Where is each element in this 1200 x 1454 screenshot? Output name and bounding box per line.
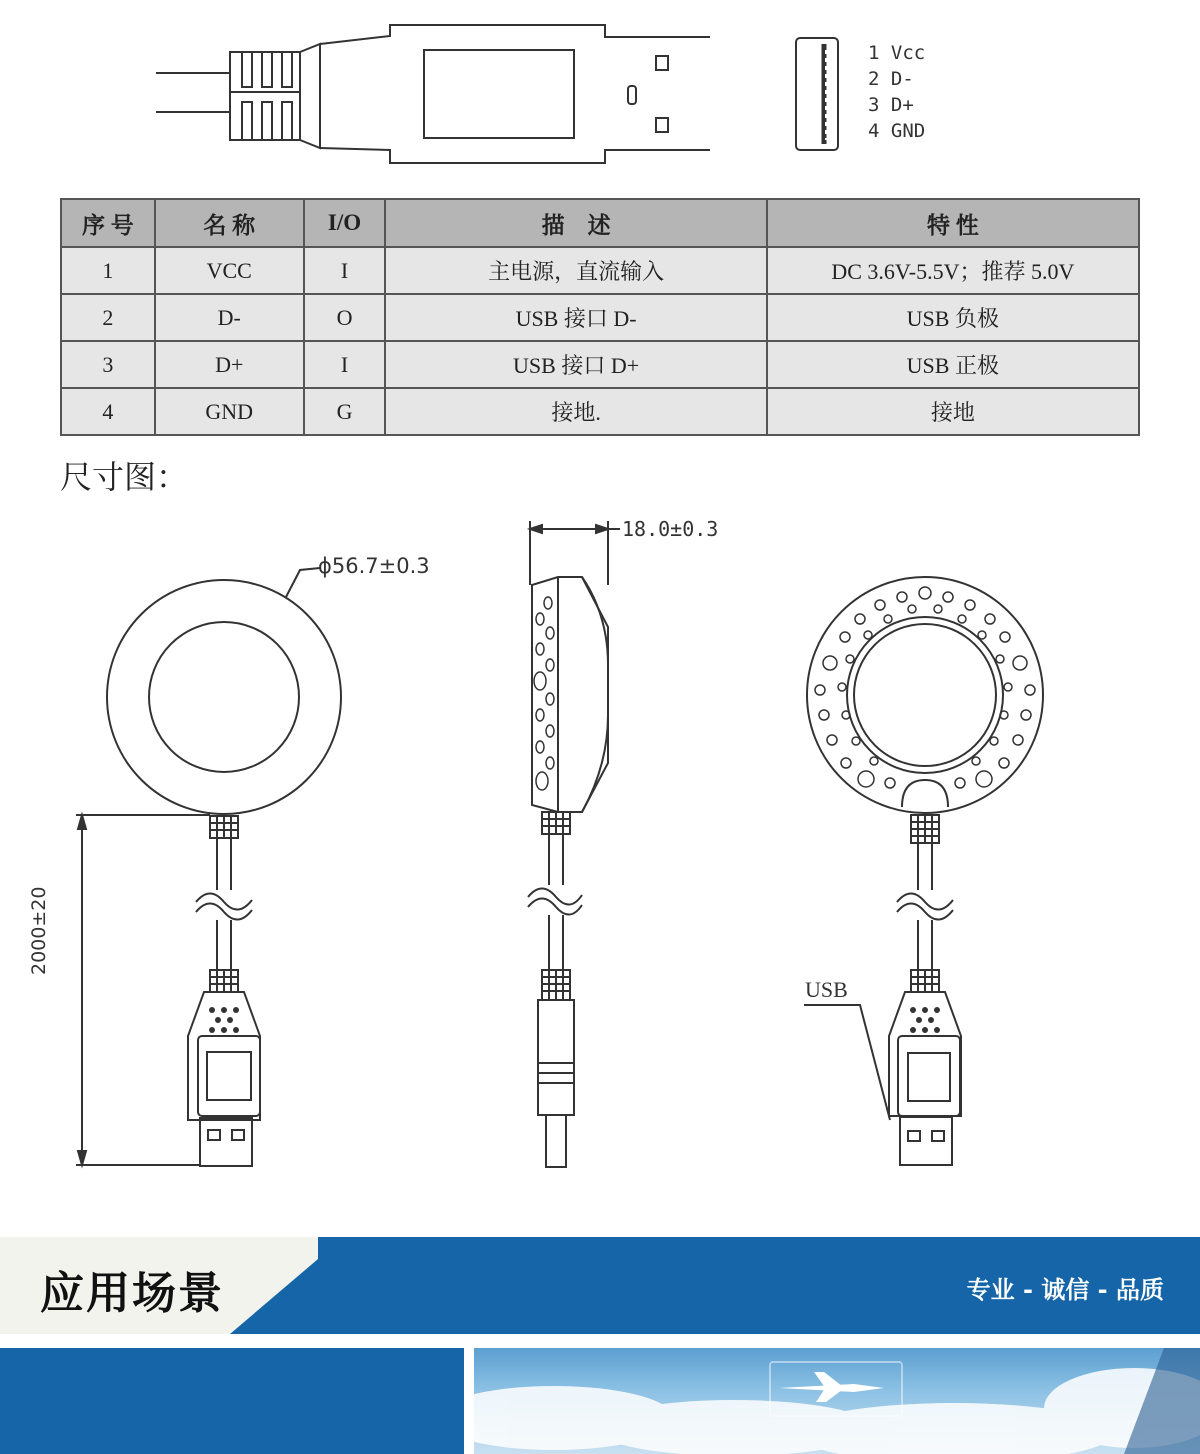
cable-length-label: 2000±20 [28, 886, 50, 975]
usb-label: USB [805, 977, 848, 1002]
pin-definition-table [60, 198, 1140, 436]
header-name: 名 称 [155, 199, 304, 247]
pinout-line: 4 GND [868, 120, 926, 142]
cell-io: I [304, 247, 386, 294]
table-header-row [61, 199, 1139, 247]
header-description: 描 述 [385, 199, 766, 247]
cell-index: 1 [61, 247, 155, 294]
usb-connector-drawing [150, 0, 710, 175]
cell-description: USB 接口 D+ [385, 341, 766, 388]
cell-index: 3 [61, 341, 155, 388]
banner-slogan: 专业 - 诚信 - 品质 [966, 1276, 1164, 1304]
cell-io: G [304, 388, 386, 435]
pinout-line: 2 D- [868, 68, 914, 90]
cell-name: GND [155, 388, 304, 435]
cell-characteristics: DC 3.6V-5.5V；推荐 5.0V [767, 247, 1139, 294]
bottom-blue-panel [0, 1348, 464, 1454]
cell-description: USB 接口 D- [385, 294, 766, 341]
cell-index: 4 [61, 388, 155, 435]
dimension-drawing-title: 尺寸图： [60, 458, 189, 496]
cell-io: I [304, 341, 386, 388]
thickness-label: 18.0±0.3 [622, 517, 719, 541]
cell-io: O [304, 294, 386, 341]
table-row [61, 294, 1139, 341]
cell-name: VCC [155, 247, 304, 294]
sky-scene-image [474, 1348, 1200, 1454]
antenna-back-view [790, 575, 1070, 1175]
antenna-front-view [60, 540, 460, 1180]
cell-characteristics: 接地 [767, 388, 1139, 435]
cell-name: D- [155, 294, 304, 341]
cell-description: 接地. [385, 388, 766, 435]
pinout-line: 1 Vcc [868, 42, 926, 64]
cell-characteristics: USB 正极 [767, 341, 1139, 388]
usb-port-face [790, 30, 850, 160]
header-io: I/O [304, 199, 386, 247]
pinout-line: 3 D+ [868, 94, 914, 116]
cell-index: 2 [61, 294, 155, 341]
table-row [61, 247, 1139, 294]
diameter-label: ϕ56.7±0.3 [318, 554, 430, 578]
cell-description: 主电源，直流输入 [385, 247, 766, 294]
antenna-side-view [520, 515, 640, 1175]
table-row [61, 388, 1139, 435]
header-index: 序 号 [61, 199, 155, 247]
header-characteristics: 特 性 [767, 199, 1139, 247]
pinout-labels [868, 40, 925, 144]
cell-characteristics: USB 负极 [767, 294, 1139, 341]
table-row [61, 341, 1139, 388]
banner-title: 应用场景 [40, 1268, 224, 1319]
cell-name: D+ [155, 341, 304, 388]
